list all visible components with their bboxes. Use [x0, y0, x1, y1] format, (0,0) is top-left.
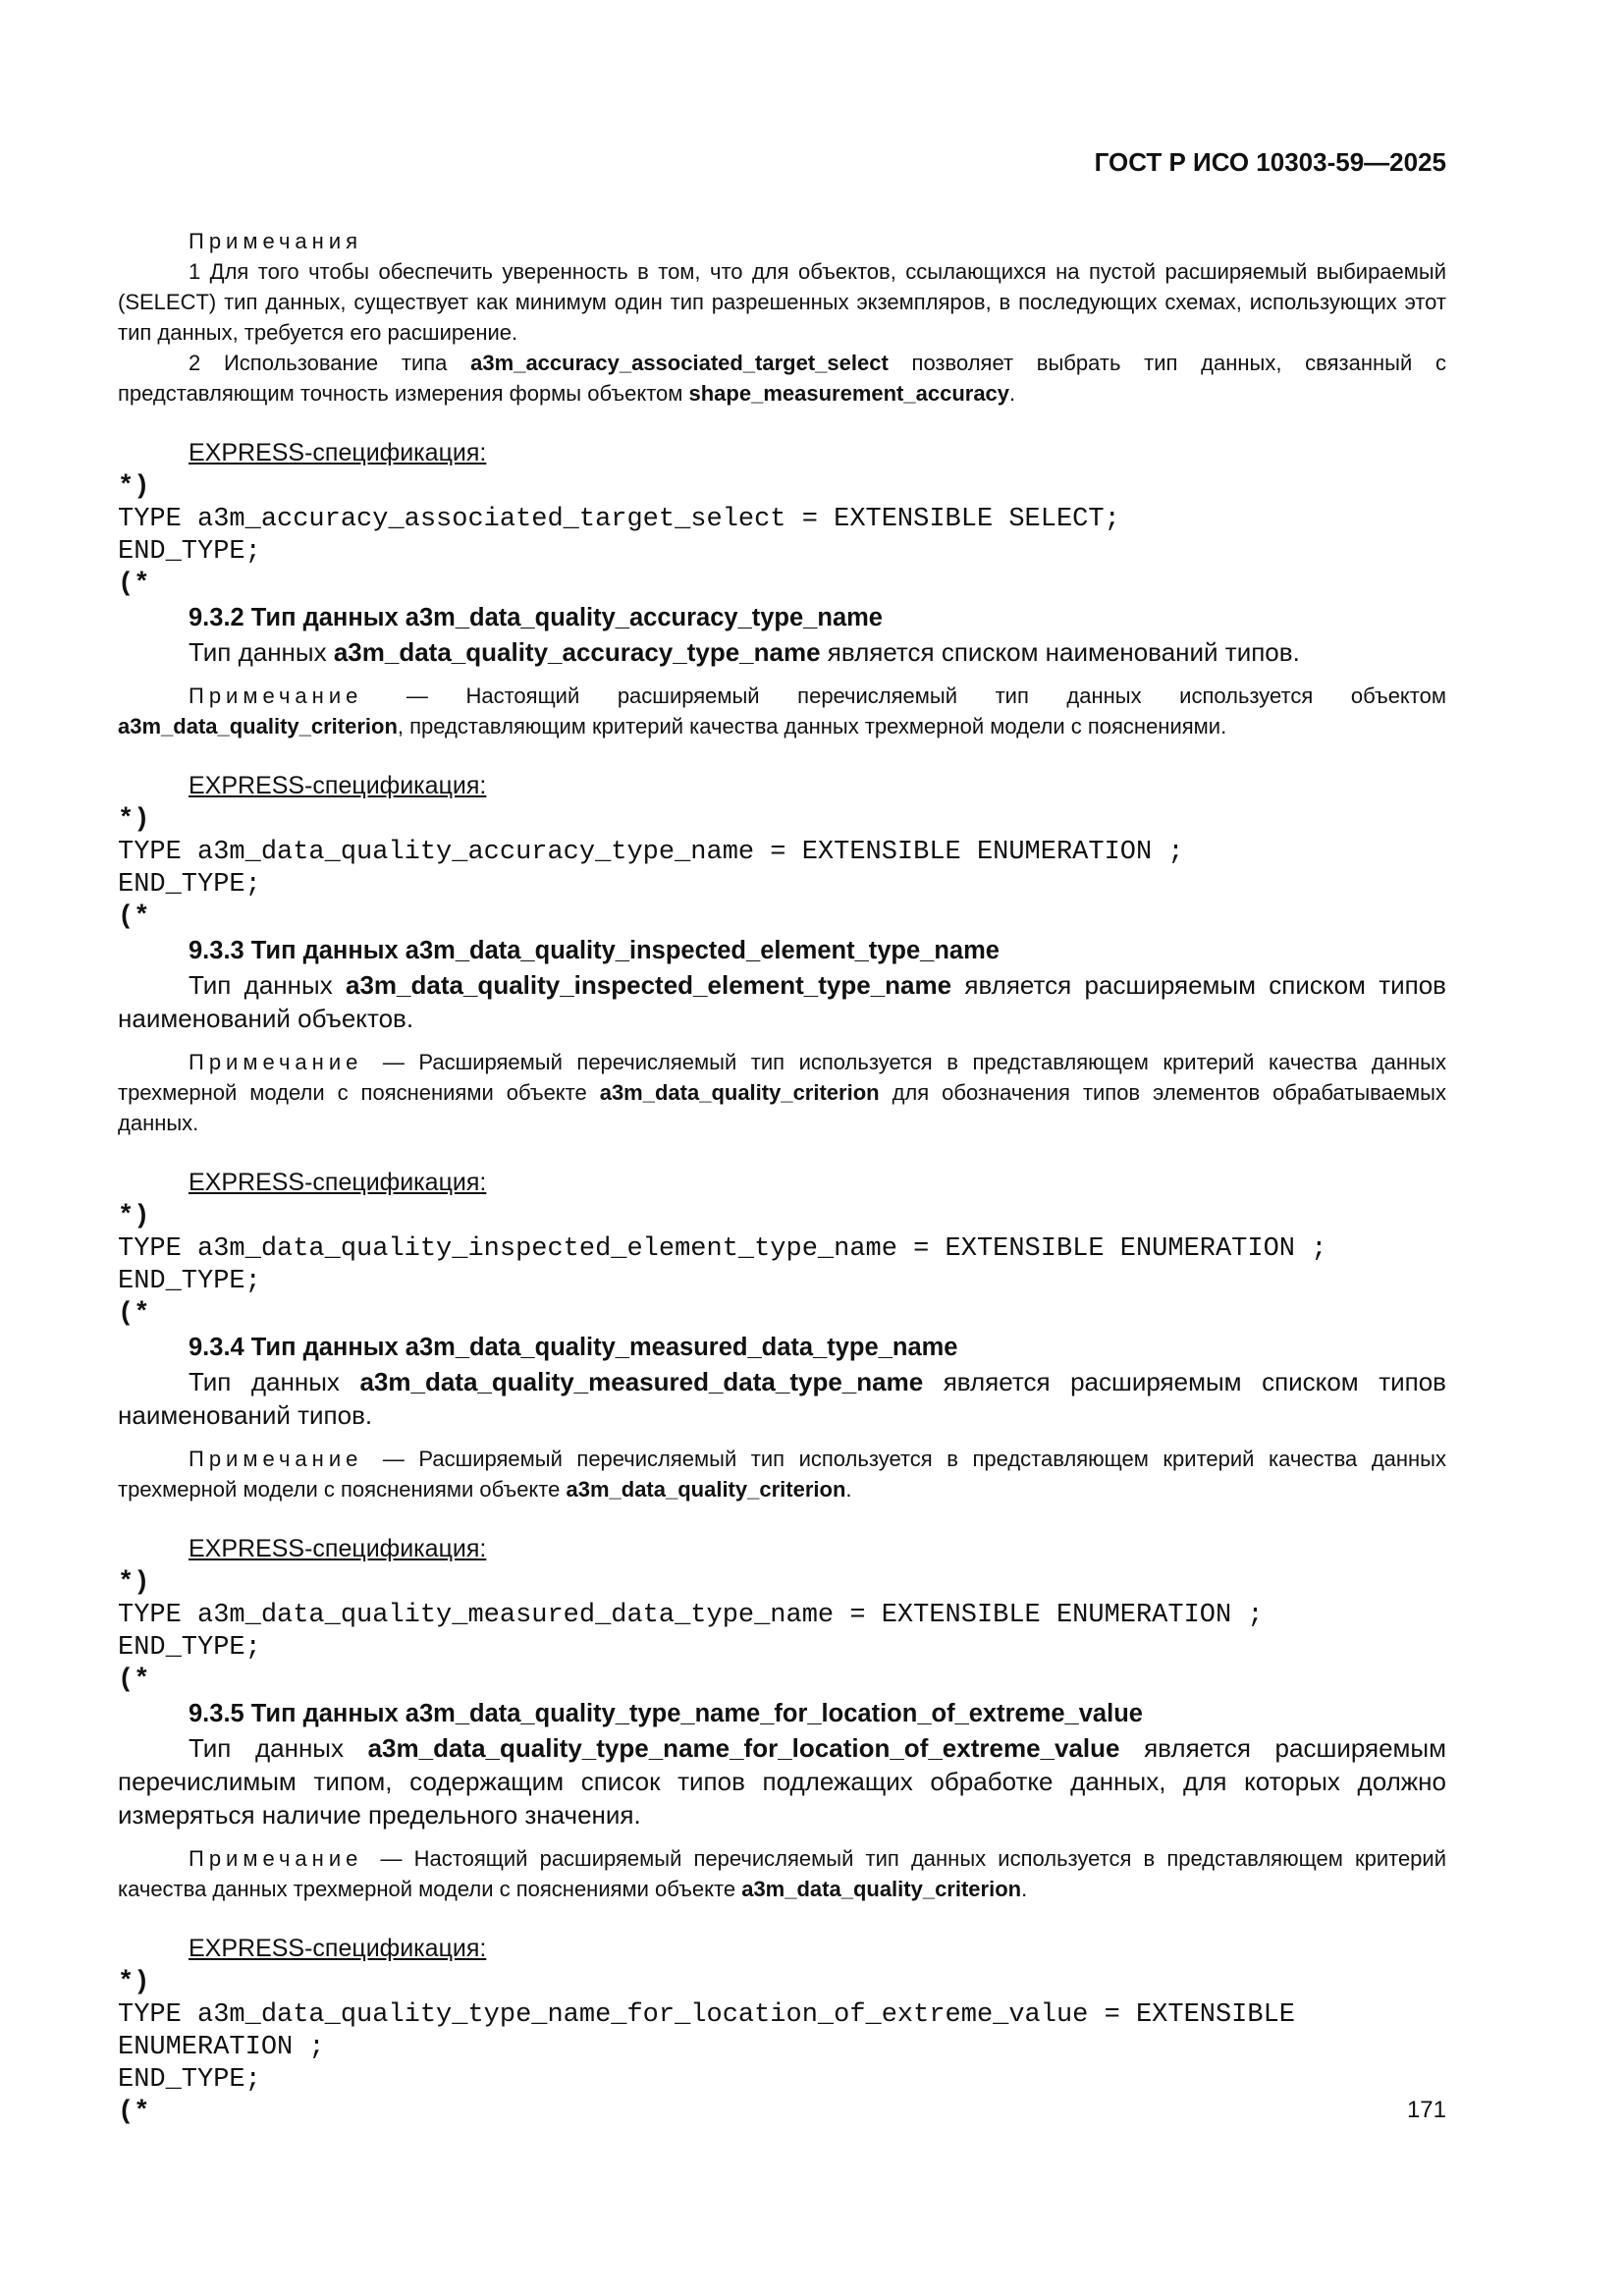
document-header: ГОСТ Р ИСО 10303-59—2025: [1094, 147, 1446, 177]
term: a3m_data_quality_measured_data_type_name: [359, 1367, 924, 1396]
section-note: Примечание — Расширяемый перечисляемый тип используется в представляющем критерий качества данных трехмерной модели с пояснениями объекте a3m_data_quality_criterion для обозначения типов элементов обрабатываемых данных.: [118, 1050, 1446, 1135]
code-open: *): [118, 1202, 150, 1231]
page-number: 171: [1406, 2097, 1446, 2123]
code-end-type: END_TYPE;: [118, 870, 261, 900]
term: a3m_data_quality_criterion: [566, 1477, 846, 1502]
term: a3m_data_quality_criterion: [599, 1080, 880, 1105]
code-close: (*: [118, 902, 150, 932]
code-close: (*: [118, 1299, 150, 1329]
section-body: Тип данных a3m_data_quality_inspected_element_type_name является расширяемым списком типов наименований объектов.: [118, 970, 1446, 1033]
term: a3m_data_quality_criterion: [118, 714, 398, 738]
section-body: Тип данных a3m_data_quality_accuracy_type_name является списком наименований типов.: [189, 637, 1300, 667]
code-end-type: END_TYPE;: [118, 537, 261, 567]
code-close: (*: [118, 2098, 150, 2127]
code-line: ENUMERATION ;: [118, 2033, 325, 2062]
express-label: EXPRESS-спецификация:: [189, 1169, 487, 1196]
page-content: [118, 226, 1446, 2129]
code-open: *): [118, 472, 150, 502]
code-line: TYPE a3m_data_quality_inspected_element_type_name = EXTENSIBLE ENUMERATION ;: [118, 1234, 1327, 1264]
code-line: TYPE a3m_data_quality_type_name_for_location_of_extreme_value = EXTENSIBLE: [118, 2000, 1295, 2030]
code-end-type: END_TYPE;: [118, 2065, 261, 2095]
section-note: Примечание — Настоящий расширяемый перечисляемый тип данных используется объектом a3m_data_quality_criterion, представляющим критерий качества данных трехмерной модели с пояснениями.: [118, 683, 1446, 738]
note-2: 2 Использование типа a3m_accuracy_associated_target_select позволяет выбрать тип данных, связанный с представляющим точность измерения формы объектом shape_measurement_accuracy.: [118, 351, 1446, 406]
code-end-type: END_TYPE;: [118, 1633, 261, 1663]
term: a3m_accuracy_associated_target_select: [470, 351, 889, 375]
section-heading-9-3-2: 9.3.2 Тип данных a3m_data_quality_accuracy_type_name: [189, 604, 883, 631]
code-line: TYPE a3m_data_quality_accuracy_type_name = EXTENSIBLE ENUMERATION ;: [118, 838, 1184, 867]
express-label: EXPRESS-спецификация:: [189, 772, 487, 799]
code-close: (*: [118, 1666, 150, 1695]
express-label: EXPRESS-спецификация:: [189, 1535, 487, 1562]
code-end-type: END_TYPE;: [118, 1267, 261, 1296]
section-body: Тип данных a3m_data_quality_measured_data_type_name является расширяемым списком типов наименований типов.: [118, 1367, 1446, 1430]
notes-label: Примечания: [189, 229, 363, 253]
term: a3m_data_quality_inspected_element_type_name: [346, 970, 952, 1000]
section-body: Тип данных a3m_data_quality_type_name_for_location_of_extreme_value является расширяемым перечислимым типом, содержащим список типов подлежащих обработке данных, для которых должно измеряться наличие предельного значения.: [118, 1733, 1446, 1830]
code-line: TYPE a3m_accuracy_associated_target_select = EXTENSIBLE SELECT;: [118, 505, 1120, 534]
section-heading-9-3-5: 9.3.5 Тип данных a3m_data_quality_type_name_for_location_of_extreme_value: [189, 1700, 1143, 1727]
term: a3m_data_quality_criterion: [741, 1877, 1022, 1901]
express-label: EXPRESS-спецификация:: [189, 439, 487, 466]
express-label: EXPRESS-спецификация:: [189, 1935, 487, 1962]
section-note: Примечание — Настоящий расширяемый перечисляемый тип данных используется в представляющем критерий качества данных трехмерной модели с пояснениями объекте a3m_data_quality_criterion.: [118, 1846, 1446, 1901]
code-open: *): [118, 1568, 150, 1598]
code-open: *): [118, 805, 150, 835]
section-note: Примечание — Расширяемый перечисляемый тип используется в представляющем критерий качества данных трехмерной модели с пояснениями объекте a3m_data_quality_criterion.: [118, 1447, 1446, 1502]
section-heading-9-3-4: 9.3.4 Тип данных a3m_data_quality_measured_data_type_name: [189, 1334, 958, 1361]
code-line: TYPE a3m_data_quality_measured_data_type_name = EXTENSIBLE ENUMERATION ;: [118, 1601, 1264, 1630]
section-heading-9-3-3: 9.3.3 Тип данных a3m_data_quality_inspected_element_type_name: [189, 937, 1000, 964]
term: shape_measurement_accuracy: [688, 381, 1010, 406]
term: a3m_data_quality_type_name_for_location_of_extreme_value: [367, 1733, 1120, 1763]
note-1: 1 Для того чтобы обеспечить уверенность в том, что для объектов, ссылающихся на пустой расширяемый выбираемый (SELECT) тип данных, существует как минимум один тип разрешенных экземпляров, в последующих схемах, использующих этот тип данных, требуется его расширение.: [118, 259, 1446, 345]
term: a3m_data_quality_accuracy_type_name: [333, 637, 821, 667]
code-close: (*: [118, 570, 150, 599]
code-open: *): [118, 1968, 150, 1997]
